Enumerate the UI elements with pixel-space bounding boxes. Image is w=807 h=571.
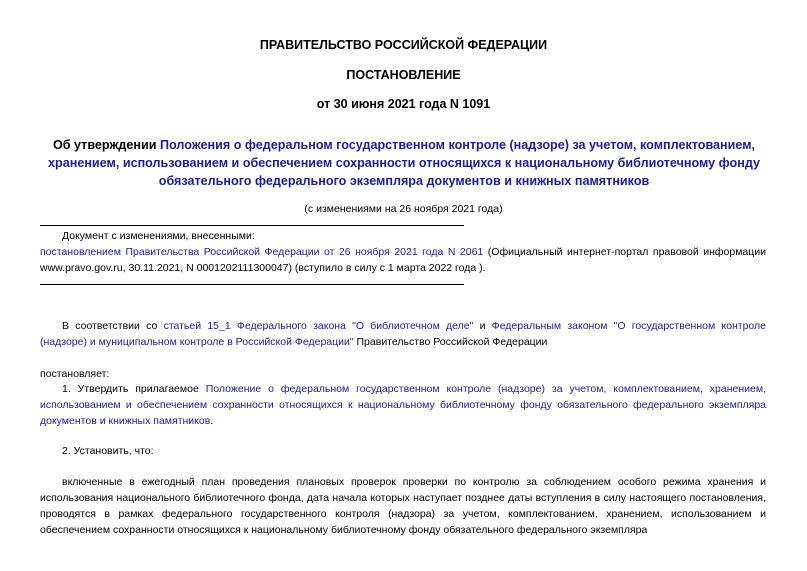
preamble-start: В соответствии со — [62, 320, 164, 332]
library-law-link[interactable]: статьей 15_1 Федерального закона "О библиотечном деле" — [163, 320, 474, 332]
item-1-end: . — [210, 415, 214, 427]
control-law-link[interactable]: Федеральным законом "О государственном контроле (надзоре) и муниципальном контроле в Российской Федерации" — [40, 320, 767, 348]
preamble-end: Правительство Российской Федерации — [353, 336, 548, 348]
decrees-word: постановляет: — [40, 368, 110, 380]
date-number-heading: от 30 июня 2021 года N 1091 — [316, 97, 491, 111]
preamble-mid: и — [473, 320, 492, 332]
revision-note: (с изменениями на 26 ноября 2021 года) — [304, 203, 503, 215]
title-prefix: Об утверждении — [52, 138, 160, 152]
bottom-divider — [40, 284, 464, 285]
top-divider — [40, 225, 464, 226]
document-type-heading: ПОСТАНОВЛЕНИЕ — [346, 68, 461, 82]
item-1-paragraph — [40, 381, 766, 429]
changes-block — [40, 228, 766, 276]
item-2-text: включенные в ежегодный план проведения плановых проверок проверки по контролю за соблюдением особого режима хранения и использования национального библиотечного фонда, дата начала которых наступает позднее даты вступления в силу настоящего постановления, проводятся в рамках федерального государственного контроля (надзора) за учетом, комплектованием, хранением, использованием и обеспечением сохранности относящихся к национальному библиотечному фонду обязательного федерального экземпляра — [40, 476, 766, 536]
amendment-decree-link[interactable]: постановлением Правительства Российской Федерации от 26 ноября 2021 года N 2061 — [40, 246, 484, 258]
document-title — [40, 136, 768, 190]
item-1-start: 1. Утвердить прилагаемое — [62, 383, 206, 395]
government-heading: ПРАВИТЕЛЬСТВО РОССИЙСКОЙ ФЕДЕРАЦИИ — [259, 38, 548, 52]
preamble-paragraph — [40, 318, 766, 350]
amendment-details: (Официальный интернет-портал правовой информации www.pravo.gov.ru, 30.11.2021, N 0001202111300047) (вступило в силу с 1 марта 2022 года ). — [40, 246, 766, 274]
title-regulation-link[interactable]: Положения о федеральном государственном контроле (надзоре) за учетом, комплектованием, хранением, использованием и обеспечением сохранности относящихся к национальному библиотечному фонду обязательного федерального экземпляра документов и книжных памятников — [48, 138, 760, 188]
changes-intro: Документ с изменениями, внесенными: — [62, 230, 255, 242]
regulation-link[interactable]: Положение о федеральном государственном контроле (надзоре) за учетом, комплектованием, хранением, использованием и обеспечением сохранности относящихся к национальному библиотечному фонду обязательного федерального экземпляра документов и книжных памятников — [40, 383, 766, 427]
item-2-heading: 2. Установить, что: — [62, 445, 154, 457]
